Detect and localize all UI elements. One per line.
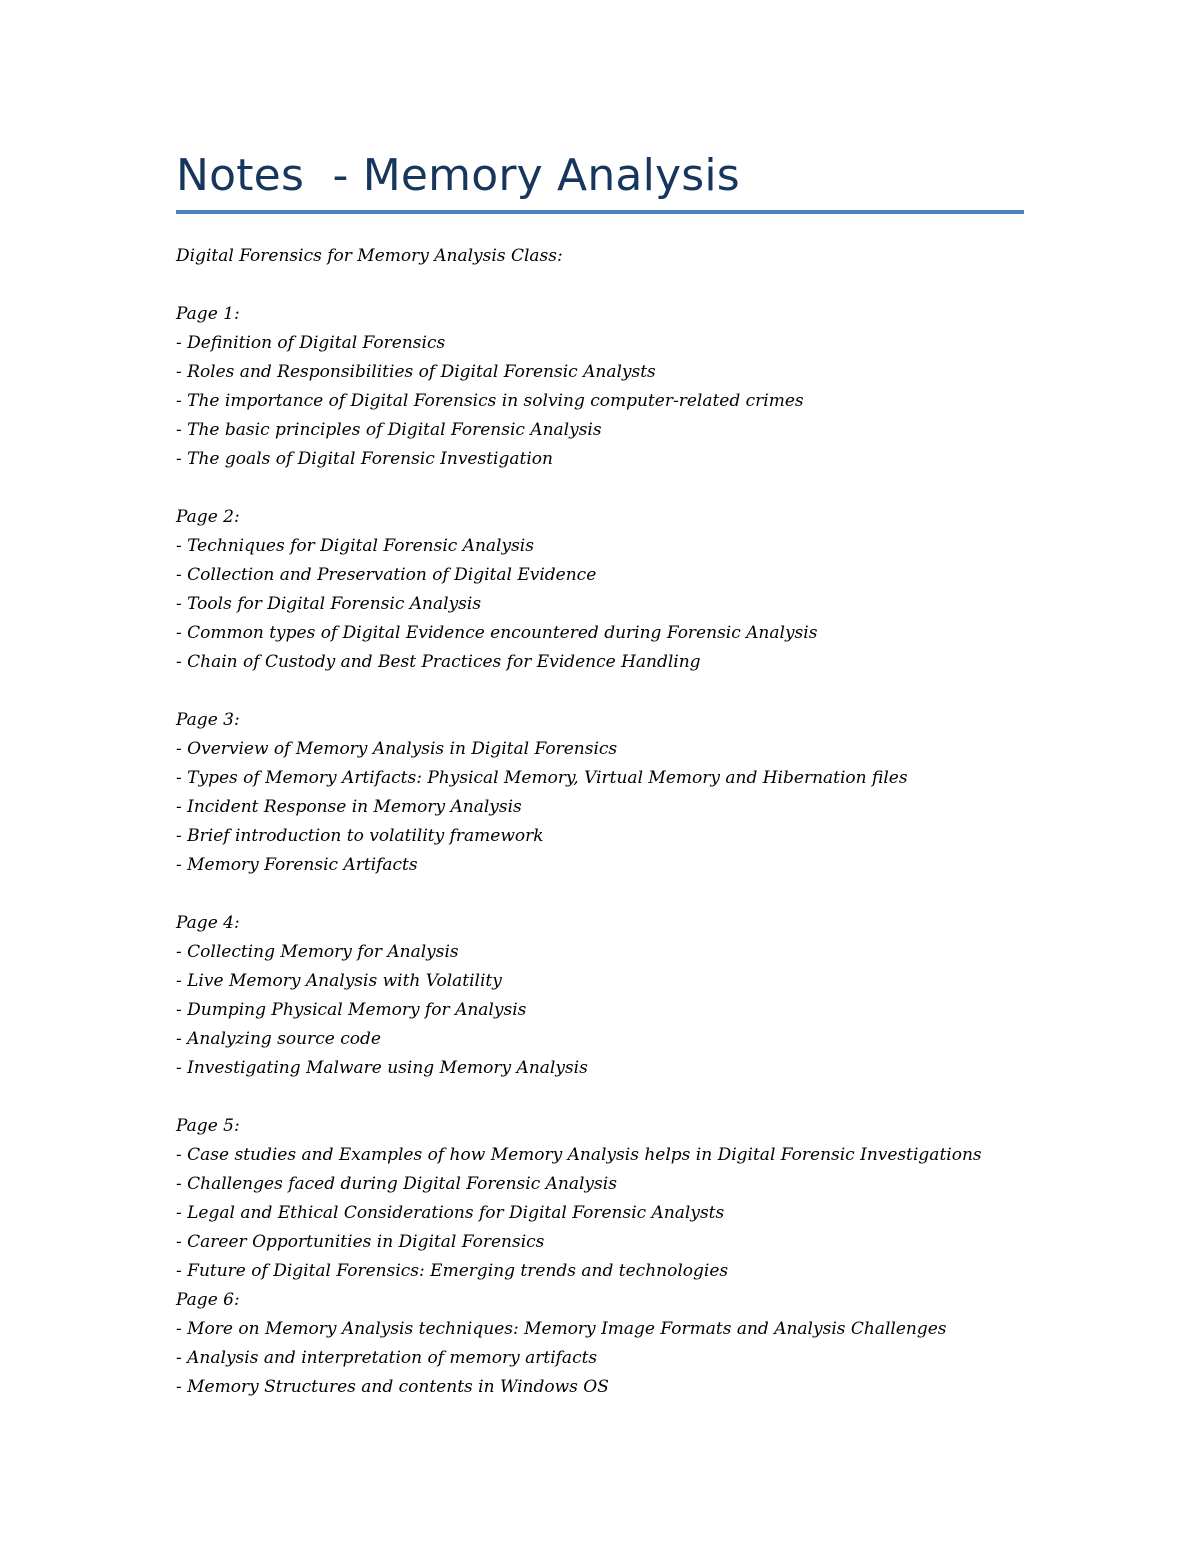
list-item: - Definition of Digital Forensics bbox=[176, 333, 446, 353]
list-item: - Legal and Ethical Considerations for Digital Forensic Analysts bbox=[176, 1203, 725, 1223]
list-item: - Techniques for Digital Forensic Analysis bbox=[176, 536, 534, 556]
spacer bbox=[176, 677, 1076, 706]
list-item: - Analyzing source code bbox=[176, 1029, 381, 1049]
list-item: - The basic principles of Digital Forensic Analysis bbox=[176, 420, 602, 440]
list-item: - Investigating Malware using Memory Analysis bbox=[176, 1058, 588, 1078]
list-item: - Analysis and interpretation of memory artifacts bbox=[176, 1348, 598, 1368]
section-heading-page-3: Page 3: bbox=[176, 710, 240, 730]
list-item: - Types of Memory Artifacts: Physical Memory, Virtual Memory and Hibernation files bbox=[176, 768, 908, 788]
spacer bbox=[176, 474, 1076, 503]
document-body bbox=[176, 242, 1076, 1402]
section-heading-page-5: Page 5: bbox=[176, 1116, 240, 1136]
section-heading-page-6: Page 6: bbox=[176, 1290, 240, 1310]
list-item: - Incident Response in Memory Analysis bbox=[176, 797, 522, 817]
title-underline bbox=[176, 210, 1024, 214]
list-item: - Tools for Digital Forensic Analysis bbox=[176, 594, 482, 614]
spacer bbox=[176, 880, 1076, 909]
section-heading-page-1: Page 1: bbox=[176, 304, 240, 324]
list-item: - Collection and Preservation of Digital Evidence bbox=[176, 565, 597, 585]
list-item: - Case studies and Examples of how Memory Analysis helps in Digital Forensic Investigations bbox=[176, 1145, 982, 1165]
list-item: - Live Memory Analysis with Volatility bbox=[176, 971, 502, 991]
list-item: - More on Memory Analysis techniques: Memory Image Formats and Analysis Challenges bbox=[176, 1319, 947, 1339]
intro-line: Digital Forensics for Memory Analysis Class: bbox=[176, 246, 563, 266]
list-item: - Collecting Memory for Analysis bbox=[176, 942, 459, 962]
section-heading-page-4: Page 4: bbox=[176, 913, 240, 933]
list-item: - Overview of Memory Analysis in Digital Forensics bbox=[176, 739, 618, 759]
list-item: - Memory Structures and contents in Windows OS bbox=[176, 1377, 609, 1397]
list-item: - Memory Forensic Artifacts bbox=[176, 855, 418, 875]
document-title: Notes - Memory Analysis bbox=[176, 150, 740, 201]
list-item: - The importance of Digital Forensics in solving computer-related crimes bbox=[176, 391, 804, 411]
list-item: - Career Opportunities in Digital Forensics bbox=[176, 1232, 545, 1252]
list-item: - Common types of Digital Evidence encountered during Forensic Analysis bbox=[176, 623, 818, 643]
list-item: - Future of Digital Forensics: Emerging trends and technologies bbox=[176, 1261, 729, 1281]
spacer bbox=[176, 271, 1076, 300]
list-item: - Chain of Custody and Best Practices for Evidence Handling bbox=[176, 652, 701, 672]
section-heading-page-2: Page 2: bbox=[176, 507, 240, 527]
list-item: - Brief introduction to volatility framework bbox=[176, 826, 544, 846]
spacer bbox=[176, 1083, 1076, 1112]
list-item: - Roles and Responsibilities of Digital Forensic Analysts bbox=[176, 362, 656, 382]
list-item: - Dumping Physical Memory for Analysis bbox=[176, 1000, 527, 1020]
list-item: - Challenges faced during Digital Forensic Analysis bbox=[176, 1174, 617, 1194]
list-item: - The goals of Digital Forensic Investigation bbox=[176, 449, 553, 469]
